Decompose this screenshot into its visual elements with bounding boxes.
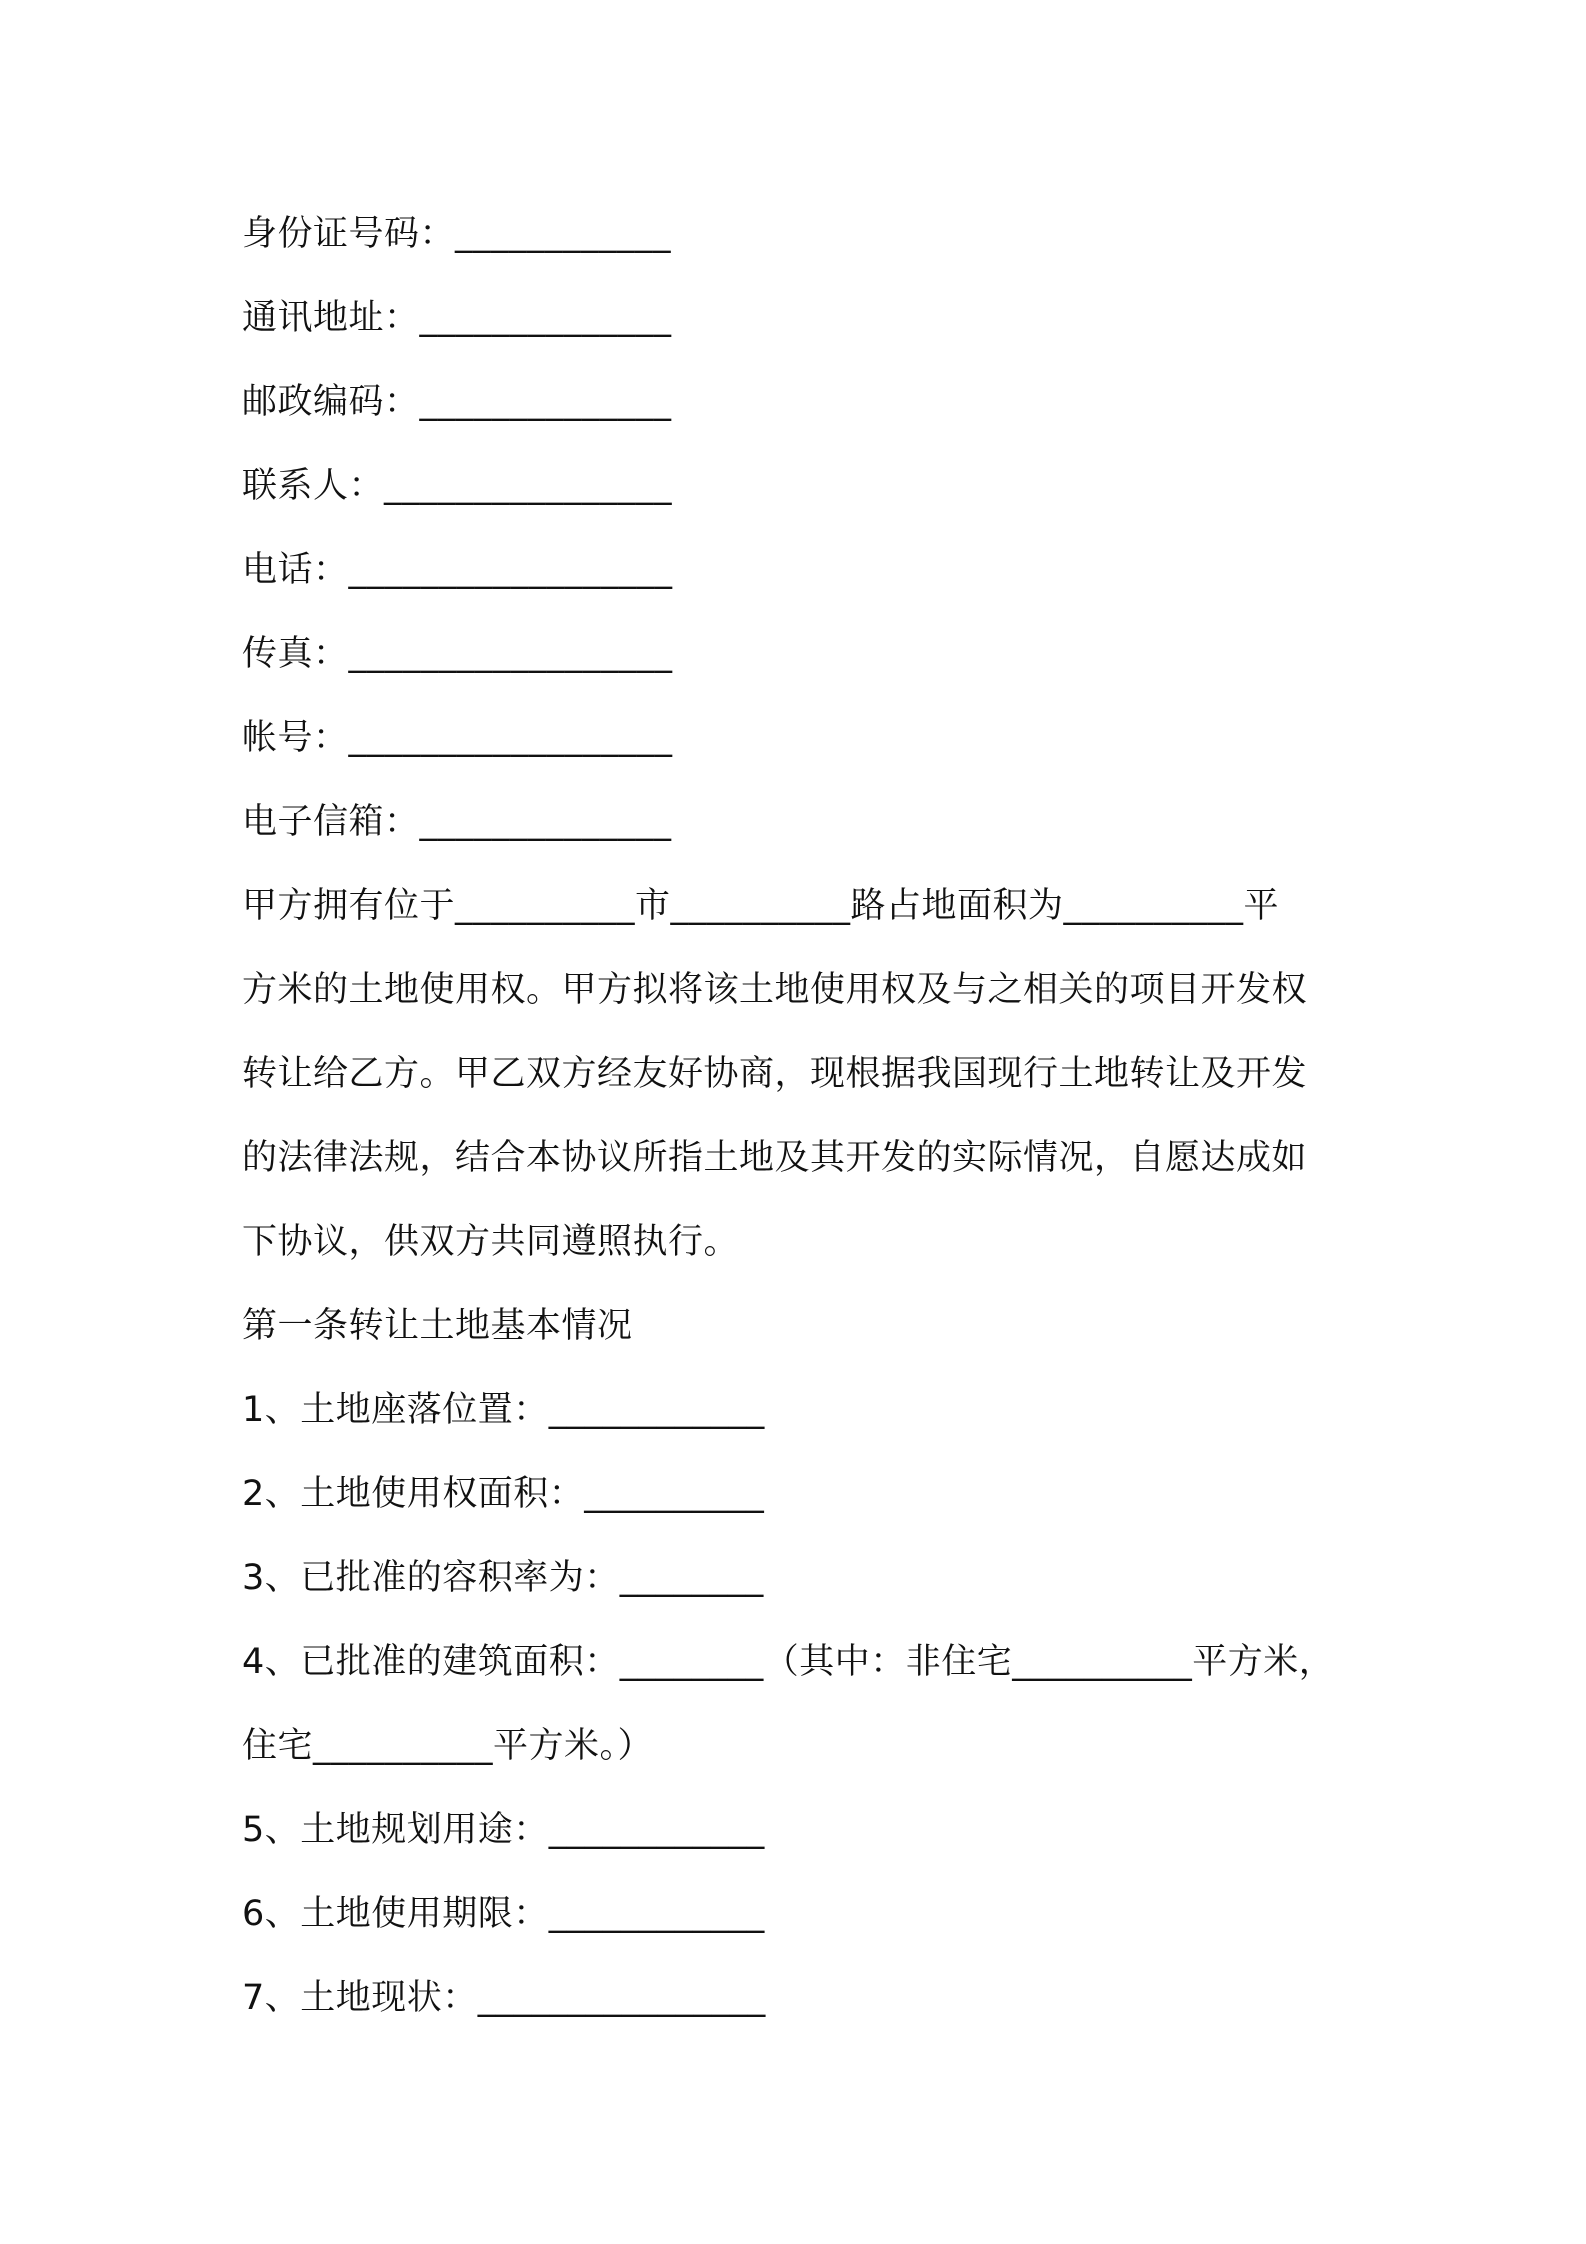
contact-person-field: 联系人：________________ — [242, 466, 673, 506]
item-approved-building-area-continued: 住宅__________平方米。） — [242, 1726, 654, 1766]
item-land-use-term: 6、土地使用期限：____________ — [242, 1894, 765, 1934]
item-land-use-right-area: 2、土地使用权面积：__________ — [242, 1474, 765, 1514]
document-body — [242, 192, 1374, 2040]
phone-field: 电话：__________________ — [242, 550, 673, 590]
item-land-planned-use: 5、土地规划用途：____________ — [242, 1810, 765, 1850]
intro-paragraph-line-1: 甲方拥有位于__________市__________路占地面积为__________平 — [242, 886, 1280, 926]
account-field: 帐号：__________________ — [242, 718, 673, 758]
email-field: 电子信箱：______________ — [242, 802, 672, 842]
item-approved-plot-ratio: 3、已批准的容积率为：________ — [242, 1558, 764, 1598]
item-land-location: 1、土地座落位置：____________ — [242, 1390, 765, 1430]
item-approved-building-area: 4、已批准的建筑面积：________（其中：非住宅__________平方米， — [242, 1642, 1335, 1682]
intro-paragraph-line-2: 方米的土地使用权。甲方拟将该土地使用权及与之相关的项目开发权 — [242, 970, 1308, 1010]
id-number-field: 身份证号码：____________ — [242, 214, 672, 254]
postal-code-field: 邮政编码：______________ — [242, 382, 672, 422]
item-land-current-status: 7、土地现状：________________ — [242, 1978, 766, 2018]
intro-paragraph-line-3: 转让给乙方。甲乙双方经友好协商，现根据我国现行土地转让及开发 — [242, 1054, 1308, 1094]
mailing-address-field: 通讯地址：______________ — [242, 298, 672, 338]
fax-field: 传真：__________________ — [242, 634, 673, 674]
article-heading: 第一条转让土地基本情况 — [242, 1306, 633, 1346]
intro-paragraph-line-4: 的法律法规，结合本协议所指土地及其开发的实际情况，自愿达成如 — [242, 1138, 1308, 1178]
intro-paragraph-line-5: 下协议，供双方共同遵照执行。 — [242, 1222, 740, 1262]
